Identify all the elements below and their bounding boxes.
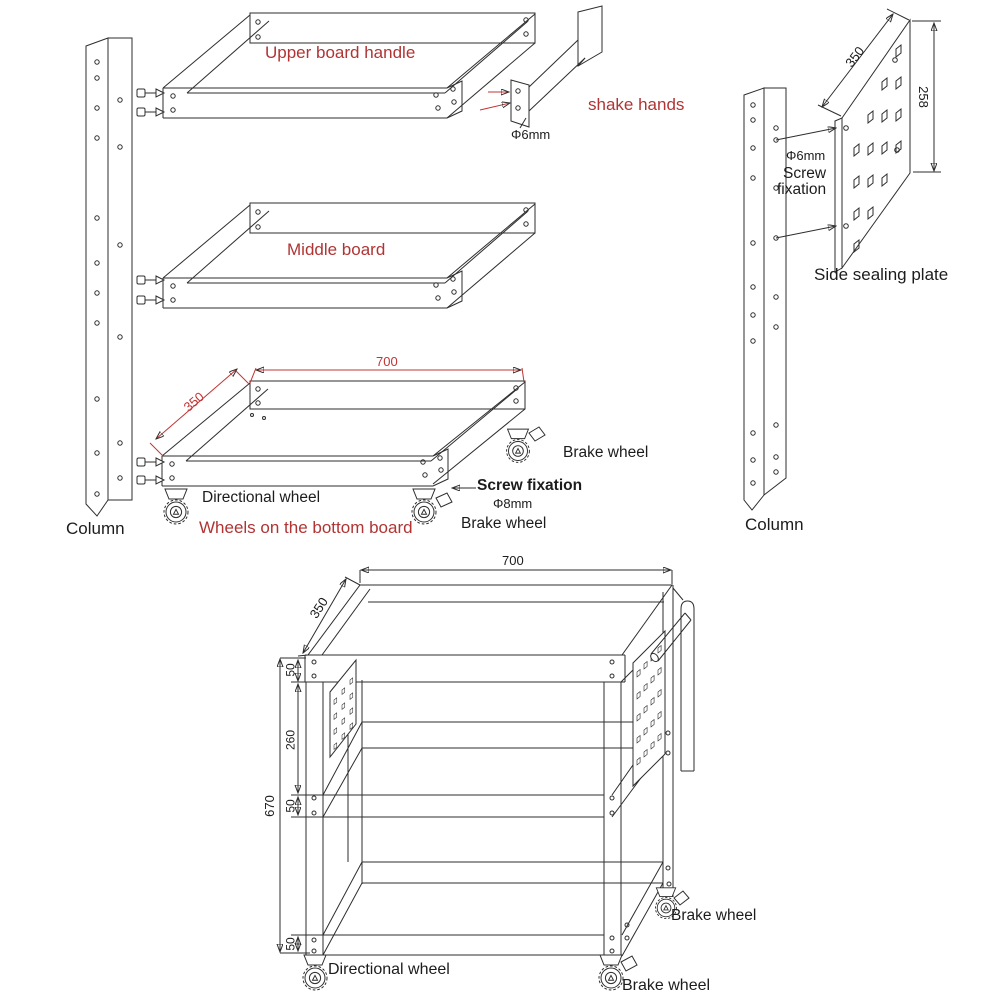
side-plate-hole-dimension: Φ6mm — [786, 148, 826, 163]
left-column-drawing — [86, 38, 164, 516]
assembled-cart-drawing — [280, 570, 694, 990]
screw-dimension: Φ8mm — [493, 496, 533, 511]
screw-fixation-label: Screw fixation — [477, 477, 583, 494]
assembled-cart-dimensions — [280, 570, 672, 953]
bottom-board-width-dimension: 700 — [376, 354, 398, 369]
upper-board-drawing — [163, 13, 535, 118]
side-plate-screw-word2: fixation — [777, 181, 827, 198]
cart-width-dimension: 700 — [502, 553, 524, 568]
shake-hands-handle-drawing — [480, 6, 602, 128]
brake-wheel-lower-label: Brake wheel — [461, 515, 547, 532]
handle-hole-dimension: Φ6mm — [511, 127, 551, 142]
cart-depth-dimension: 350 — [306, 594, 331, 622]
brake-wheel-icon — [599, 955, 623, 990]
side-plate-screw-word1: Screw — [783, 165, 827, 182]
side-sealing-plate-drawing — [818, 9, 941, 272]
cart-height-dimension: 670 — [262, 795, 278, 817]
left-column-label: Column — [66, 519, 125, 538]
directional-wheel-icon — [303, 955, 327, 990]
side-sealing-plate-label: Side sealing plate — [814, 265, 949, 284]
side-plate-height-dimension: 258 — [915, 86, 931, 108]
brake-wheel-upper-label: Brake wheel — [563, 444, 649, 461]
middle-board-label: Middle board — [287, 240, 386, 259]
side-plate-width-dimension: 350 — [842, 43, 868, 70]
brake-wheel-icon — [507, 429, 530, 462]
cart-segment-dimension-top: 50 — [283, 663, 298, 677]
cart-segment-dimension-bottom: 50 — [283, 937, 298, 951]
upper-board-label: Upper board handle — [265, 43, 416, 62]
wheels-caption: Wheels on the bottom board — [199, 518, 413, 537]
cart-segment-dimension-mid: 50 — [283, 799, 298, 813]
shake-hands-label: shake hands — [588, 95, 685, 114]
right-column-label: Column — [745, 515, 804, 534]
cart-directional-wheel-label: Directional wheel — [328, 961, 450, 978]
directional-wheel-icon — [164, 489, 188, 524]
brake-wheel-icon — [412, 489, 436, 524]
directional-wheel-label: Directional wheel — [202, 489, 321, 506]
cart-front-brake-wheel-label: Brake wheel — [622, 977, 711, 994]
bottom-board-depth-dimension: 350 — [180, 388, 207, 415]
cart-segment-dimension-shelf: 260 — [283, 729, 298, 751]
cart-rear-brake-wheel-label: Brake wheel — [671, 907, 757, 924]
